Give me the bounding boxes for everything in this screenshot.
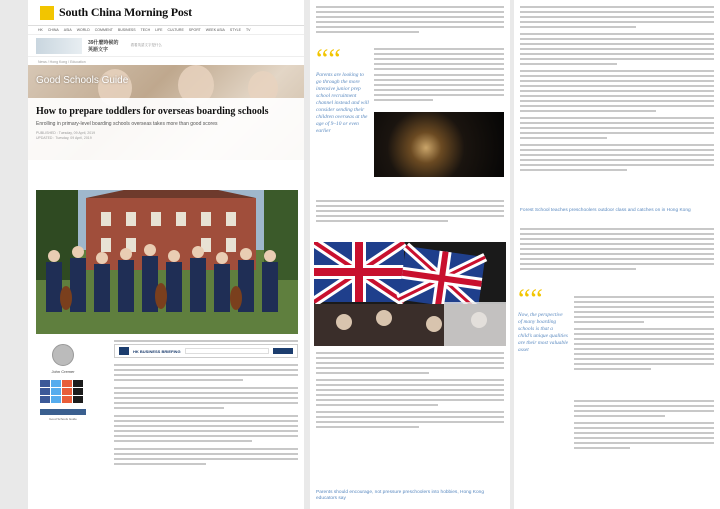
related-article-link[interactable]: Parents should encourage, not pressure preschoolers into hobbies, Hong Kong educators say: [316, 490, 484, 501]
newsletter-signup: [114, 344, 298, 358]
updated-date: UPDATED : Tuesday, 09 April, 2019: [36, 136, 92, 140]
share-button[interactable]: [73, 396, 83, 403]
headline-band: [28, 98, 304, 160]
newsletter-email-input[interactable]: [185, 348, 269, 354]
pullquote-block: [518, 284, 568, 315]
nav-item[interactable]: CHINA: [47, 28, 59, 32]
students-photo-art: [36, 190, 298, 334]
masthead: [28, 0, 304, 26]
ad-title: 39什麼時候的: [88, 39, 119, 46]
article-body-text: [316, 200, 504, 225]
article-body-text: [520, 228, 714, 273]
nav-bar: [28, 26, 304, 35]
author-name[interactable]: John Cremer: [51, 369, 75, 374]
newsletter-submit-button[interactable]: [273, 348, 293, 354]
share-button[interactable]: [62, 380, 72, 387]
section-title: Good Schools Guide: [36, 75, 129, 86]
article-page-1: [28, 0, 304, 509]
newsletter-title: HK BUSINESS BRIEFING: [133, 348, 181, 354]
article-body-text: [574, 400, 714, 452]
ad-image: [36, 38, 82, 54]
article-headline: How to prepare toddlers for overseas boarding schools: [36, 106, 269, 117]
article-body-text: [114, 364, 298, 468]
pullquote-block: [316, 44, 366, 75]
published-date: PUBLISHED : Tuesday, 09 April, 2019: [36, 131, 96, 135]
topic-badge[interactable]: [40, 409, 86, 415]
article-dates: [36, 131, 296, 141]
share-button[interactable]: [62, 388, 72, 395]
related-article-link[interactable]: Forest School teaches preschoolers outdoor class and catches on in Hong Kong: [520, 208, 691, 213]
quote-mark-icon: ““: [518, 284, 543, 315]
article-body-text: [520, 6, 714, 174]
share-buttons: [40, 380, 86, 403]
site-logo[interactable]: South China Morning Post: [59, 5, 192, 19]
nav-item[interactable]: SPORT: [188, 28, 201, 32]
hero-banner: [28, 65, 304, 160]
article-body-text: [574, 296, 714, 373]
article-page-2: [310, 0, 510, 509]
nav-item[interactable]: WORLD: [76, 28, 90, 32]
share-button[interactable]: [73, 380, 83, 387]
nav-item[interactable]: BUSINESS: [117, 28, 136, 32]
pullquote-text: Parents are looking to go through the more intensive junior prep school recruitment channel instead and will consider sending their children overseas at the age of 9–10 or even earlier: [316, 72, 369, 134]
article-standfirst: Enrolling in primary-level boarding schools overseas takes more than good scores: [36, 121, 218, 127]
share-button[interactable]: [51, 388, 61, 395]
article-body-text: [316, 352, 504, 431]
pullquote-text: Now, the perspective of many boarding schools is that a child’s unique qualities are their most valuable asset: [518, 312, 568, 353]
nav-item[interactable]: LIFE: [155, 28, 163, 32]
share-button[interactable]: [62, 396, 72, 403]
nav-item[interactable]: ASIA: [63, 28, 72, 32]
nav-item[interactable]: STYLE: [229, 28, 241, 32]
topic-badge-label: Good Schools Guide: [49, 417, 77, 421]
ad-right-text: 看看英語文字是什么: [130, 43, 163, 47]
share-button[interactable]: [40, 388, 50, 395]
share-button[interactable]: [51, 380, 61, 387]
flags-photo-art: [314, 242, 506, 346]
logo-icon[interactable]: [40, 6, 54, 20]
nav-item[interactable]: WEEK ASIA: [205, 28, 225, 32]
share-button[interactable]: [51, 396, 61, 403]
students-photo: [36, 190, 298, 334]
ad-subtitle: 英語文字: [88, 46, 109, 53]
nav-item[interactable]: HK: [38, 28, 43, 32]
author-avatar[interactable]: [52, 344, 74, 366]
share-button[interactable]: [73, 388, 83, 395]
breadcrumb[interactable]: News / Hong Kong / Education: [38, 60, 86, 64]
author-sidebar: [36, 340, 90, 421]
article-page-3: [514, 0, 720, 509]
theatre-photo: [374, 112, 504, 177]
quote-mark-icon: ““: [316, 44, 341, 75]
article-body-text: [316, 6, 504, 36]
nav-item[interactable]: CULTURE: [167, 28, 184, 32]
nav-item[interactable]: TV: [245, 28, 251, 32]
article-body-text: [374, 48, 504, 104]
nav-item[interactable]: COMMENT: [94, 28, 113, 32]
newsletter-icon: [119, 347, 129, 355]
ad-banner[interactable]: [28, 35, 304, 57]
share-button[interactable]: [40, 396, 50, 403]
nav-item[interactable]: TECH: [140, 28, 151, 32]
flags-photo: [314, 242, 506, 346]
share-button[interactable]: [40, 380, 50, 387]
